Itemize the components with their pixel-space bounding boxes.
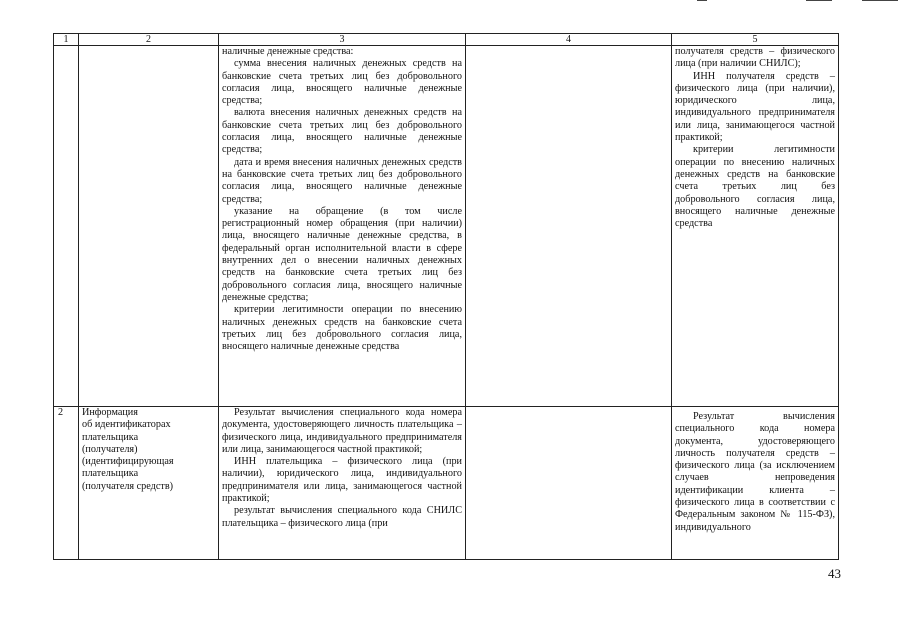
paragraph: ИНН плательщика – физического лица (при наличии), юридического лица, индивидуального предпринимателя или лица, занимающегося частной практикой;: [222, 456, 462, 505]
empty-cell: [466, 407, 672, 560]
paragraph: ИНН получателя средств – физического лица (при наличии), юридического лица, индивидуального предпринимателя или лица, занимающегося частной практикой;: [675, 70, 835, 144]
paragraph: критерии легитимности операции по внесению наличных денежных средств на банковские счета третьих лиц без добровольного согласия лица, вносящего наличные денежные средства: [675, 144, 835, 230]
paragraph: дата и время внесения наличных денежных средств на банковские счета третьих лиц без добровольного согласия лица, вносящего наличные денежные средства;: [222, 156, 462, 205]
row-number: [54, 46, 79, 407]
header-cell: 3: [219, 34, 466, 46]
table-row: [54, 407, 839, 560]
field-content-cell: [219, 407, 466, 560]
paragraph: получателя средств – физического лица (при наличии СНИЛС);: [675, 46, 835, 70]
requirements-table: [53, 33, 839, 560]
paragraph: сумма внесения наличных денежных средств на банковские счета третьих лиц без добровольного согласия лица, вносящего наличные денежные средства;: [222, 58, 462, 107]
field-content-cell: [672, 46, 839, 407]
scan-mark: [862, 0, 898, 7]
paragraph: указание на обращение (в том числе регистрационный номер обращения (при наличии) лица, вносящего наличные денежные средства, в федеральный орган исполнительной власти в сфере внутренних дел о внесении наличных денежных средств на банковские счета третьих лиц без добровольного согласия лица, вносящего наличные денежные средства;: [222, 205, 462, 303]
header-cell: 2: [79, 34, 219, 46]
scan-mark: [697, 0, 707, 7]
field-content-cell: [219, 46, 466, 407]
paragraph: результат вычисления специального кода СНИЛС плательщика – физического лица (при: [222, 505, 462, 529]
header-cell: 4: [466, 34, 672, 46]
field-name-cell: [79, 46, 219, 407]
paragraph: критерии легитимности операции по внесению наличных денежных средств на банковские счета третьих лиц без добровольного согласия лица, вносящего наличные денежные средства: [222, 304, 462, 353]
scan-mark: [806, 0, 832, 7]
paragraph: валюта внесения наличных денежных средств на банковские счета третьих лиц без добровольного согласия лица, вносящего наличные денежные средства;: [222, 107, 462, 156]
table-row: [54, 46, 839, 407]
paragraph: Результат вычисления специального кода номера документа, удостоверяющего личность получателя средств – физического лица (за исключением случаев непроведения идентификации клиента – физического лица в соответствии с Федеральным законом № 115-ФЗ), индивидуального: [675, 411, 835, 533]
paragraph: наличные денежные средства:: [222, 46, 354, 57]
row-number: 2: [54, 407, 79, 560]
paragraph: Результат вычисления специального кода номера документа, удостоверяющего личность плательщика – физического лица, индивидуального предпринимателя или лица, занимающегося частной практикой;: [222, 407, 462, 455]
header-cell: 5: [672, 34, 839, 46]
empty-cell: [466, 46, 672, 407]
page-number: 43: [828, 566, 841, 581]
field-content-cell: [672, 407, 839, 560]
header-cell: 1: [54, 34, 79, 46]
field-name-cell: Информация об идентификаторах плательщика (получателя) (идентифицирующая плательщика (получателя средств): [79, 407, 219, 560]
table-header-row: [54, 34, 839, 46]
